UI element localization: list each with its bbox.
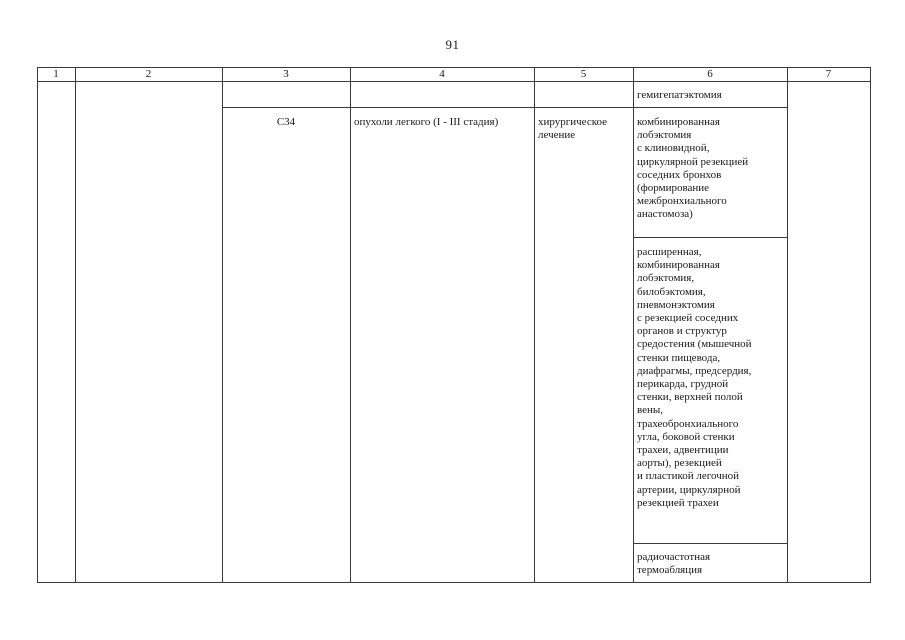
header-col-6: 6 [707, 68, 713, 80]
col-border-2 [222, 67, 223, 583]
row-separator-top [222, 107, 787, 108]
header-col-3: 3 [283, 68, 289, 80]
col-border-6 [787, 67, 788, 583]
table-bottom-border [37, 582, 871, 583]
method-combined-lobectomy: комбинированная лобэктомия с клиновидной, циркулярной резекцией соседних бронхов (формирование межбронхиального анастомоза) [637, 116, 749, 221]
header-col-1: 1 [53, 68, 59, 80]
treatment-type: хирургическое лечение [538, 116, 608, 142]
col-border-4 [534, 67, 535, 583]
icd-code: C34 [276, 116, 296, 128]
header-bottom-border [37, 81, 871, 82]
header-col-5: 5 [580, 68, 587, 80]
col-border-1 [75, 67, 76, 583]
diagnosis: опухоли легкого (I - III стадия) [354, 116, 499, 128]
header-col-4: 4 [439, 68, 445, 80]
method-separator-1 [633, 237, 787, 238]
header-col-7: 7 [825, 68, 832, 80]
header-col-2: 2 [145, 68, 152, 80]
method-hemihepatectomy: гемигепатэктомия [637, 89, 722, 101]
method-separator-2 [633, 543, 787, 544]
col-border-3 [350, 67, 351, 583]
page-number: 91 [445, 37, 460, 52]
col-border-7 [870, 67, 871, 583]
method-extended-lobectomy: расширенная, комбинированная лобэктомия, билобэктомия, пневмонэктомия с резекцией соседних органов и структур средостения (мышечной стенки пищевода, диафрагмы, предсердия, перикарда, грудной стенки, верхней полой вены, трахеобронхиального угла, боковой стенки трахеи, адвентиции аорты), резекцией и пластикой легочной артерии, циркулярной резекцией трахеи [637, 246, 752, 509]
col-border-0 [37, 67, 38, 583]
col-border-5 [633, 67, 634, 583]
method-rf-ablation: радиочастотная термоабляция [637, 551, 711, 577]
